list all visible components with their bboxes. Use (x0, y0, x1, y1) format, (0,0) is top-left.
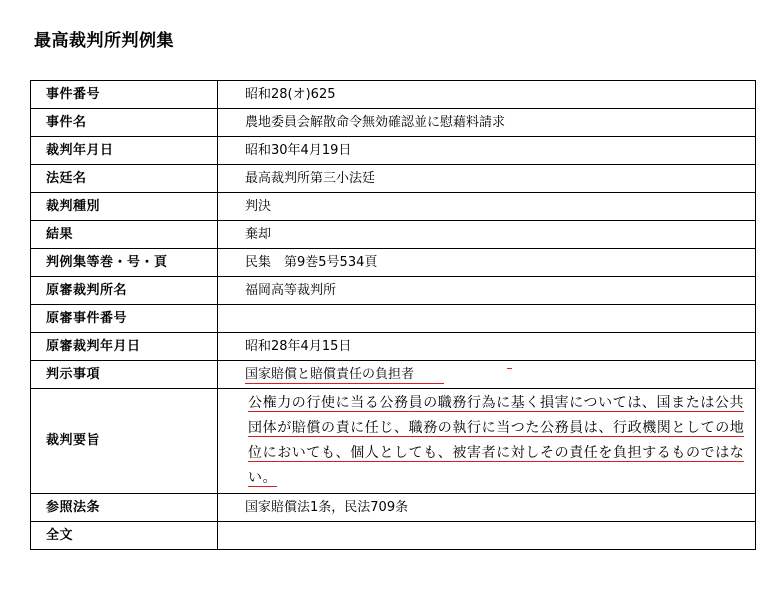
table-row-lower-case-number (31, 305, 756, 333)
row-label: 原審事件番号 (31, 305, 218, 333)
row-label: 裁判種別 (31, 193, 218, 221)
table-row-full-text (31, 522, 756, 550)
row-value (218, 522, 756, 550)
row-value: 昭和28(オ)625 (218, 81, 756, 109)
row-value: 昭和28年4月15日 (218, 333, 756, 361)
row-label: 結果 (31, 221, 218, 249)
table-row-referenced-statutes (31, 494, 756, 522)
judgment-summary-text (238, 391, 749, 491)
row-label: 原審裁判所名 (31, 277, 218, 305)
row-label: 裁判要旨 (31, 389, 218, 494)
row-value (218, 361, 756, 389)
row-label: 参照法条 (31, 494, 218, 522)
table-row-reporter-citation (31, 249, 756, 277)
holding-matter-annotated (245, 367, 444, 383)
row-value: 福岡高等裁判所 (218, 277, 756, 305)
table-row-court (31, 165, 756, 193)
row-label: 全文 (31, 522, 218, 550)
row-value: 最高裁判所第三小法廷 (218, 165, 756, 193)
row-value (218, 389, 756, 494)
row-label: 事件番号 (31, 81, 218, 109)
row-value: 国家賠償法1条，民法709条 (218, 494, 756, 522)
page-title: 最高裁判所判例集 (34, 31, 174, 51)
table-row-judgment-summary (31, 389, 756, 494)
row-value: 昭和30年4月19日 (218, 137, 756, 165)
case-info-table (30, 80, 756, 550)
holding-matter-text: 国家賠償と賠償責任の負担者 (245, 367, 444, 384)
table-row-result (31, 221, 756, 249)
row-label: 判示事項 (31, 361, 218, 389)
table-row-case-name (31, 109, 756, 137)
row-value (218, 305, 756, 333)
row-label: 法廷名 (31, 165, 218, 193)
row-label: 原審裁判年月日 (31, 333, 218, 361)
row-value: 民集 第9巻5号534頁 (218, 249, 756, 277)
table-row-holding-matter (31, 361, 756, 389)
judgment-summary-underlined: 公権力の行使に当る公務員の職務行為に基く損害については、国または公共団体が賠償の責に任じ、職務の執行に当つた公務員は、行政機関としての地位においても、個人としても、被害者に対しその責任を負担するものではない。 (248, 395, 745, 486)
table-row-judgment-type (31, 193, 756, 221)
row-label: 事件名 (31, 109, 218, 137)
table-row-judgment-date (31, 137, 756, 165)
row-label: 判例集等巻・号・頁 (31, 249, 218, 277)
red-annotation-mark (507, 368, 512, 370)
row-value: 農地委員会解散命令無効確認並に慰藉料請求 (218, 109, 756, 137)
table-row-case-number (31, 81, 756, 109)
row-value: 棄却 (218, 221, 756, 249)
row-value: 判決 (218, 193, 756, 221)
table-row-lower-court (31, 277, 756, 305)
row-label: 裁判年月日 (31, 137, 218, 165)
table-row-lower-judgment-date (31, 333, 756, 361)
